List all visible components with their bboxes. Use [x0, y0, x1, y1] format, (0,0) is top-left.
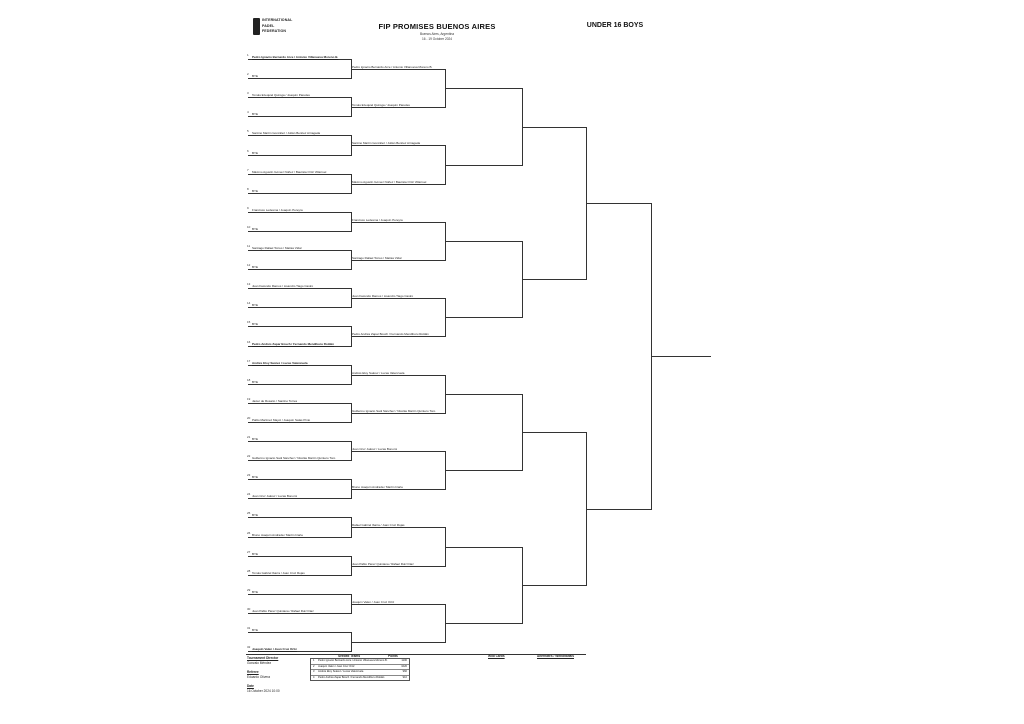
- round1-team-name: Guillermo Ignacio Saúl Sánchez / Nicolás Martín Quintero Toro: [252, 455, 336, 460]
- round1-team-name: Joaquín Valen / Juan Cruz Ortiz: [252, 646, 297, 651]
- seed-number: 20: [247, 416, 251, 420]
- round1-team-name: Andrés Eloy Suárez / Lucas Valenzuela: [252, 360, 308, 365]
- round5-slot-line: [586, 203, 651, 204]
- round4-slot-line: [522, 585, 586, 586]
- draw-category: UNDER 16 BOYS: [586, 22, 644, 29]
- round1-slot-line: [248, 59, 351, 60]
- seed-team: Pedro Andrés Zapar Bosch / Fernando Mendiburu Roldán: [318, 675, 385, 679]
- round1-slot-line: [248, 556, 351, 557]
- round1-team-name: BYE: [252, 551, 259, 556]
- round1-slot-line: [248, 403, 351, 404]
- seed-number: 2: [313, 664, 315, 668]
- seed-number: 18: [247, 378, 251, 382]
- round1-team-name: BYE: [252, 150, 259, 155]
- round1-slot-line: [248, 384, 351, 385]
- seed-number: 13: [247, 282, 251, 286]
- seed-points: 910: [402, 675, 407, 679]
- seed-number: 12: [247, 263, 251, 267]
- round3-slot-line: [445, 623, 522, 624]
- round5-slot-line: [586, 509, 651, 510]
- round1-team-name: Pablo Martínez Mayol / Joaquín Salas Pinto: [252, 417, 311, 422]
- round1-team-name: Tomás Gabriel Ibarra / Juan Cruz Rojas: [252, 570, 305, 575]
- round1-slot-line: [248, 613, 351, 614]
- round2-slot-line: [351, 107, 445, 108]
- round1-team-name: BYE: [252, 379, 259, 384]
- table-row: [311, 676, 409, 681]
- seed-number: 15: [247, 320, 251, 324]
- round1-team-name: Bruno Joaquín Andrada / Martín Iriarte: [252, 532, 304, 537]
- round2-team-name: Juan Facundo Ramos / Lisandro Tiago Castro: [352, 293, 414, 298]
- round2-team-name: Francisco Ledesma / Joaquín Pereyra: [352, 217, 403, 222]
- seed-number: 10: [247, 225, 251, 229]
- seed-team: Pedro Ignacio Bernardo Arce / Antonio Villanueva Moreno B.: [318, 659, 388, 662]
- round3-slot-line: [445, 317, 522, 318]
- round2-slot-line: [351, 566, 445, 567]
- date-heading: Date: [247, 684, 254, 688]
- round1-slot-line: [248, 116, 351, 117]
- round1-slot-line: [248, 346, 351, 347]
- seed-number: 4: [247, 110, 249, 114]
- seed-number: 14: [247, 301, 251, 305]
- seeded-teams-table: [310, 658, 410, 681]
- round1-team-name: Juan Cruz Juárez / Lucas Bonomi: [252, 493, 298, 498]
- round1-team-name: Tomás Ezequiel Quiroga / Joaquín Paredes: [252, 92, 310, 97]
- round2-team-name: Joaquín Valen / Juan Cruz Ortiz: [352, 599, 395, 604]
- round1-team-name: BYE: [252, 474, 259, 479]
- round1-team-name: Javier de Rosario / Santino Torres: [252, 398, 298, 403]
- round1-team-name: BYE: [252, 73, 259, 78]
- round2-slot-line: [351, 145, 445, 146]
- round4-slot-line: [522, 127, 586, 128]
- round1-team-name: Juan Facundo Ramos / Lisandro Tiago Castro: [252, 283, 314, 288]
- round1-slot-line: [248, 498, 351, 499]
- logo-line-3: FEDERATION: [262, 29, 287, 33]
- round1-slot-line: [248, 231, 351, 232]
- seed-number: 27: [247, 550, 251, 554]
- seed-points: 1020: [401, 664, 407, 668]
- round1-team-name: Máximo Agustín Gómez Núñez / Bautista Ortiz Villarruel: [252, 169, 327, 174]
- round1-slot-line: [248, 517, 351, 518]
- round2-slot-line: [351, 489, 445, 490]
- seed-points: 960: [402, 670, 407, 673]
- round1-slot-line: [248, 135, 351, 136]
- round2-team-name: Santiago Rafael Torres / Matías Vidal: [352, 255, 402, 260]
- seed-number: 23: [247, 473, 251, 477]
- round2-team-name: Rafael Gabriel Ibarra / Juan Cruz Rojas: [352, 522, 405, 527]
- round2-slot-line: [351, 184, 445, 185]
- alternates-heading: Alternates / Withdrawals: [537, 654, 574, 658]
- round2-team-name: Pedro Ignacio Bernardo Arce / Antonio Villanueva Moreno B.: [352, 64, 433, 69]
- seed-number: 30: [247, 607, 251, 611]
- seed-number: 3: [313, 670, 315, 673]
- round3-slot-line: [445, 241, 522, 242]
- round1-slot-line: [248, 155, 351, 156]
- round1-team-name: Pedro Andrés Zapar Bosch / Fernando Mendiburu Roldán: [252, 341, 334, 346]
- round2-slot-line: [351, 451, 445, 452]
- round2-slot-line: [351, 604, 445, 605]
- seed-number: 29: [247, 588, 251, 592]
- seed-number: 8: [247, 187, 249, 191]
- seed-number: 19: [247, 397, 251, 401]
- seed-number: 28: [247, 569, 251, 573]
- tournament-dates: 16 - 19 October 2024: [421, 36, 453, 41]
- round2-slot-line: [351, 69, 445, 70]
- referee-name: Eduardo Olivera: [247, 675, 271, 679]
- round1-slot-line: [248, 174, 351, 175]
- round2-team-name: Tomás Ezequiel Quiroga / Joaquín Paredes: [352, 102, 410, 107]
- tournament-location: Buenos Aires, Argentina: [419, 32, 455, 36]
- seed-team: Joaquín Valen / Juan Cruz Ortiz: [318, 664, 355, 668]
- points-heading: Points: [388, 654, 398, 658]
- round1-team-name: BYE: [252, 627, 259, 632]
- round2-team-name: Pedro Andrés Zapar Bosch / Fernando Mendiburu Roldán: [352, 331, 429, 336]
- round1-slot-line: [248, 651, 351, 652]
- round1-slot-line: [248, 365, 351, 366]
- fip-logo-mark-icon: [253, 18, 260, 35]
- round1-team-name: BYE: [252, 111, 259, 116]
- tournament-title: FIP PROMISES BUENOS AIRES: [378, 22, 496, 31]
- round1-slot-line: [248, 479, 351, 480]
- round1-team-name: BYE: [252, 321, 259, 326]
- seed-number: 17: [247, 359, 251, 363]
- round1-slot-line: [248, 307, 351, 308]
- round3-slot-line: [445, 394, 522, 395]
- round1-slot-line: [248, 97, 351, 98]
- round6-slot-line: [651, 356, 711, 357]
- round2-slot-line: [351, 222, 445, 223]
- round4-slot-line: [522, 432, 586, 433]
- round1-slot-line: [248, 250, 351, 251]
- round1-slot-line: [248, 441, 351, 442]
- round1-team-name: Pedro Ignacio Bernardo Arce / Antonio Villanueva Moreno B.: [252, 54, 339, 59]
- seed-number: 2: [247, 72, 249, 76]
- seed-number: 31: [247, 626, 251, 630]
- round1-slot-line: [248, 193, 351, 194]
- round3-slot-line: [445, 470, 522, 471]
- seed-number: 4: [313, 675, 315, 679]
- round1-team-name: Santiago Rafael Torres / Matías Vidal: [252, 245, 302, 250]
- round1-slot-line: [248, 537, 351, 538]
- seed-number: 3: [247, 91, 249, 95]
- round1-team-name: BYE: [252, 436, 259, 441]
- round1-slot-line: [248, 269, 351, 270]
- fip-logo: [253, 16, 301, 38]
- round1-slot-line: [248, 422, 351, 423]
- footer-divider: [246, 654, 586, 655]
- seed-number: 6: [247, 149, 249, 153]
- seed-number: 16: [247, 340, 251, 344]
- round2-slot-line: [351, 642, 445, 643]
- round2-team-name: Máximo Agustín Gómez Núñez / Bautista Ortiz Villarruel: [352, 179, 427, 184]
- round2-team-name: Andrés Eloy Suárez / Lucas Valenzuela: [352, 370, 405, 375]
- seed-number: 9: [247, 206, 249, 210]
- round3-slot-line: [445, 547, 522, 548]
- round1-team-name: Francisco Ledesma / Joaquín Pereyra: [252, 207, 303, 212]
- round1-team-name: BYE: [252, 226, 259, 231]
- round1-team-name: Juan Pablo Pérez Quintana / Rafael Ruiz Díaz: [252, 608, 314, 613]
- director-heading: Tournament Director: [247, 656, 279, 660]
- seed-points: 1100: [401, 659, 407, 662]
- referee-heading: Referee: [247, 670, 259, 674]
- round3-slot-line: [445, 165, 522, 166]
- logo-line-2: PADEL: [262, 23, 275, 28]
- round2-slot-line: [351, 298, 445, 299]
- logo-line-1: INTERNATIONAL: [262, 18, 293, 22]
- round4-slot-line: [522, 279, 586, 280]
- seed-number: 1: [247, 53, 249, 57]
- round2-team-name: Juan Cruz Juárez / Lucas Bonomi: [352, 446, 398, 451]
- round1-team-name: BYE: [252, 589, 259, 594]
- seed-number: 22: [247, 454, 251, 458]
- seed-number: 26: [247, 531, 251, 535]
- seed-number: 32: [247, 645, 251, 649]
- seeded-heading: Seeded Teams: [338, 654, 361, 658]
- seed-number: 5: [247, 129, 249, 133]
- seed-team: Andrés Eloy Suárez / Lucas Valenzuela: [318, 670, 364, 673]
- round2-slot-line: [351, 413, 445, 414]
- round2-slot-line: [351, 260, 445, 261]
- round1-team-name: Santino Martín González / Julián Benítez Arriagada: [252, 130, 321, 135]
- seed-number: 25: [247, 511, 251, 515]
- round2-team-name: Juan Pablo Pérez Quintana / Rafael Ruiz Díaz: [352, 561, 414, 566]
- round1-team-name: BYE: [252, 512, 259, 517]
- seed-number: 11: [247, 244, 251, 248]
- seed-number: 1: [313, 659, 315, 662]
- round1-slot-line: [248, 288, 351, 289]
- round2-slot-line: [351, 527, 445, 528]
- round1-slot-line: [248, 460, 351, 461]
- round1-slot-line: [248, 575, 351, 576]
- round2-team-name: Bruno Joaquín Andrada / Martín Iriarte: [352, 484, 404, 489]
- round1-slot-line: [248, 212, 351, 213]
- seed-number: 7: [247, 168, 249, 172]
- round2-slot-line: [351, 336, 445, 337]
- round1-slot-line: [248, 594, 351, 595]
- director-name: Gonzalo Méndez: [247, 661, 272, 665]
- round3-slot-line: [445, 88, 522, 89]
- round1-slot-line: [248, 632, 351, 633]
- seed-number: 21: [247, 435, 251, 439]
- round2-slot-line: [351, 375, 445, 376]
- round2-team-name: Santino Martín González / Julián Benítez Arriagada: [352, 140, 421, 145]
- round1-team-name: BYE: [252, 302, 259, 307]
- wildcards-heading: Wild Cards: [488, 654, 505, 658]
- round2-team-name: Guillermo Ignacio Saúl Sánchez / Nicolás Martín Quintero Toro: [352, 408, 436, 413]
- round1-slot-line: [248, 78, 351, 79]
- round1-team-name: BYE: [252, 264, 259, 269]
- seed-number: 24: [247, 492, 251, 496]
- round1-slot-line: [248, 326, 351, 327]
- date-value: 16 October 2024 10:00: [247, 689, 280, 693]
- round1-team-name: BYE: [252, 188, 259, 193]
